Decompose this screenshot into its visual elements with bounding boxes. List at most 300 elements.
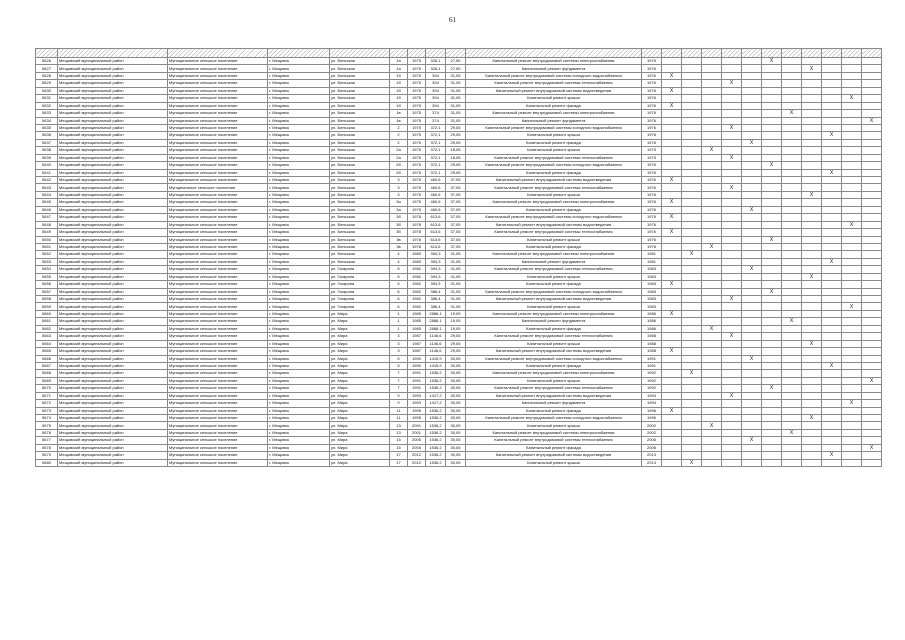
mark-cell <box>822 58 842 65</box>
town-cell: г. Мещовск <box>268 310 330 317</box>
row-number: 5636 <box>36 132 58 139</box>
mark-cell <box>842 117 862 124</box>
house-cell: 7 <box>390 370 408 377</box>
mark-cell <box>762 281 782 288</box>
mark-cell <box>862 415 882 422</box>
mark-cell <box>722 459 742 466</box>
work-type-cell: Капитальный ремонт фундамента <box>466 400 642 407</box>
mark-cell <box>822 266 842 273</box>
plan-year-cell: 1976 <box>642 124 662 131</box>
mark-cell <box>822 65 842 72</box>
mark-cell <box>702 132 722 139</box>
mark-cell <box>722 162 742 169</box>
mark-cell: X <box>802 273 822 280</box>
mark-cell <box>862 407 882 414</box>
district-cell: Мещовский муниципальный район <box>58 87 168 94</box>
area-cell: 460,6 <box>426 206 446 213</box>
build-year-cell: 1975 <box>408 132 426 139</box>
mark-cell <box>802 72 822 79</box>
wear-cell: 19,05 <box>446 325 466 332</box>
mark-cell <box>822 147 842 154</box>
mark-cell <box>702 177 722 184</box>
mark-cell <box>722 87 742 94</box>
wear-cell: 31,05 <box>446 288 466 295</box>
mark-cell <box>802 214 822 221</box>
table-row <box>36 236 882 243</box>
settlement-cell: Муниципальное сельское поселение <box>168 214 268 221</box>
street-cell: ул. Мира <box>330 377 390 384</box>
work-type-cell: Капитальный ремонт внутридомовой системы электроснабжения <box>466 310 642 317</box>
mark-cell <box>662 58 682 65</box>
mark-cell <box>762 362 782 369</box>
mark-cell <box>722 444 742 451</box>
mark-cell <box>802 132 822 139</box>
table-row <box>36 303 882 310</box>
mark-cell <box>842 296 862 303</box>
mark-cell <box>722 72 742 79</box>
mark-cell <box>762 243 782 250</box>
mark-cell <box>702 459 722 466</box>
table-header <box>36 49 882 58</box>
mark-cell <box>742 325 762 332</box>
wear-cell: 30,05 <box>446 444 466 451</box>
town-cell: г. Мещовск <box>268 362 330 369</box>
mark-cell <box>822 310 842 317</box>
work-type-cell: Капитальный ремонт внутридомовой системы холодного водоснабжения <box>466 214 642 221</box>
row-number: 5658 <box>36 296 58 303</box>
build-year-cell: 2001 <box>408 422 426 429</box>
settlement-cell: Муниципальное сельское поселение <box>168 415 268 422</box>
mark-cell <box>842 318 862 325</box>
build-year-cell: 1982 <box>408 303 426 310</box>
mark-cell <box>802 251 822 258</box>
mark-cell <box>822 251 842 258</box>
settlement-cell: Муниципальное сельское поселение <box>168 266 268 273</box>
settlement-cell: Муниципальное сельское поселение <box>168 236 268 243</box>
mark-cell <box>822 87 842 94</box>
mark-cell <box>802 154 822 161</box>
plan-year-cell: 1976 <box>642 199 662 206</box>
wear-cell: 30,05 <box>446 422 466 429</box>
mark-cell <box>742 288 762 295</box>
town-cell: г. Мещовск <box>268 370 330 377</box>
settlement-cell: Муниципальное сельское поселение <box>168 80 268 87</box>
build-year-cell: 1978 <box>408 214 426 221</box>
mark-cell <box>862 65 882 72</box>
plan-year-cell: 1988 <box>642 348 662 355</box>
plan-year-cell: 1976 <box>642 58 662 65</box>
mark-cell <box>862 177 882 184</box>
settlement-cell: Муниципальное сельское поселение <box>168 385 268 392</box>
plan-year-cell: 1988 <box>642 333 662 340</box>
mark-cell <box>862 199 882 206</box>
mark-cell <box>762 191 782 198</box>
mark-cell <box>682 65 702 72</box>
town-cell: г. Мещовск <box>268 400 330 407</box>
mark-cell <box>662 444 682 451</box>
area-cell: 613,6 <box>426 236 446 243</box>
street-cell: ул. Бельская <box>330 221 390 228</box>
wear-cell: 37,05 <box>446 221 466 228</box>
mark-cell <box>682 296 702 303</box>
mark-cell <box>682 221 702 228</box>
work-type-cell: Капитальный ремонт внутридомовой системы теплоснабжения <box>466 80 642 87</box>
table-row <box>36 95 882 102</box>
town-cell: г. Мещовск <box>268 444 330 451</box>
street-cell: ул. Бельская <box>330 132 390 139</box>
mark-cell <box>722 214 742 221</box>
mark-cell <box>662 325 682 332</box>
mark-cell <box>702 251 722 258</box>
mark-cell <box>702 377 722 384</box>
table-row <box>36 184 882 191</box>
mark-cell <box>762 377 782 384</box>
mark-cell <box>842 333 862 340</box>
table-row <box>36 154 882 161</box>
plan-year-cell: 1976 <box>642 65 662 72</box>
mark-cell <box>782 243 802 250</box>
mark-cell <box>742 221 762 228</box>
mark-cell <box>842 72 862 79</box>
wear-cell: 19,05 <box>446 318 466 325</box>
work-type-cell: Капитальный ремонт фасада <box>466 139 642 146</box>
table-row <box>36 325 882 332</box>
mark-cell <box>702 296 722 303</box>
street-cell: ул. Бельская <box>330 229 390 236</box>
town-cell: г. Мещовск <box>268 199 330 206</box>
mark-cell <box>702 154 722 161</box>
mark-cell <box>722 437 742 444</box>
mark-cell: X <box>702 325 722 332</box>
mark-cell <box>782 229 802 236</box>
plan-year-cell: 2006 <box>642 437 662 444</box>
town-cell: г. Мещовск <box>268 236 330 243</box>
work-type-cell: Капитальный ремонт внутридомовой системы холодного водоснабжения <box>466 355 642 362</box>
mark-cell <box>802 355 822 362</box>
mark-cell <box>842 325 862 332</box>
mark-cell <box>862 132 882 139</box>
table-row <box>36 452 882 459</box>
area-cell: 1536,2 <box>426 429 446 436</box>
mark-cell <box>702 95 722 102</box>
mark-cell <box>702 110 722 117</box>
mark-cell <box>682 132 702 139</box>
mark-cell <box>862 370 882 377</box>
work-type-cell: Капитальный ремонт крыши <box>466 303 642 310</box>
mark-cell <box>682 385 702 392</box>
mark-cell: X <box>762 236 782 243</box>
mark-cell <box>742 87 762 94</box>
mark-cell <box>782 169 802 176</box>
area-cell: 1417,2 <box>426 400 446 407</box>
row-number: 5628 <box>36 72 58 79</box>
mark-cell <box>702 124 722 131</box>
table-row <box>36 281 882 288</box>
build-year-cell: 1975 <box>408 162 426 169</box>
mark-cell: X <box>842 400 862 407</box>
settlement-cell: Муниципальное сельское поселение <box>168 452 268 459</box>
district-cell: Мещовский муниципальный район <box>58 199 168 206</box>
mark-cell: X <box>722 124 742 131</box>
mark-cell <box>802 310 822 317</box>
mark-cell <box>802 162 822 169</box>
mark-cell <box>702 303 722 310</box>
mark-cell <box>842 110 862 117</box>
street-cell: ул. Бельская <box>330 191 390 198</box>
build-year-cell: 1975 <box>408 117 426 124</box>
area-cell: 372,1 <box>426 124 446 131</box>
build-year-cell: 1982 <box>408 281 426 288</box>
build-year-cell: 1975 <box>408 169 426 176</box>
settlement-cell: Муниципальное сельское поселение <box>168 221 268 228</box>
district-cell: Мещовский муниципальный район <box>58 362 168 369</box>
plan-year-cell: 1996 <box>642 415 662 422</box>
mark-cell: X <box>702 243 722 250</box>
mark-cell <box>862 124 882 131</box>
settlement-cell: Муниципальное сельское поселение <box>168 325 268 332</box>
plan-year-cell: 1976 <box>642 72 662 79</box>
mark-cell <box>762 147 782 154</box>
mark-cell <box>782 392 802 399</box>
mark-cell: X <box>662 87 682 94</box>
settlement-cell: Муниципальное сельское поселение <box>168 400 268 407</box>
row-number: 5665 <box>36 348 58 355</box>
mark-cell <box>702 258 722 265</box>
table-row <box>36 273 882 280</box>
mark-cell <box>822 236 842 243</box>
build-year-cell: 1975 <box>408 191 426 198</box>
mark-cell <box>702 400 722 407</box>
mark-cell: X <box>742 355 762 362</box>
settlement-cell: Муниципальное сельское поселение <box>168 303 268 310</box>
work-type-cell: Капитальный ремонт фундамента <box>466 117 642 124</box>
mark-cell <box>742 124 762 131</box>
area-cell: 386,4 <box>426 296 446 303</box>
town-cell: г. Мещовск <box>268 177 330 184</box>
mark-cell: X <box>842 303 862 310</box>
settlement-cell: Муниципальное сельское поселение <box>168 258 268 265</box>
mark-cell <box>742 110 762 117</box>
plan-year-cell: 1976 <box>642 132 662 139</box>
mark-cell <box>742 102 762 109</box>
district-cell: Мещовский муниципальный район <box>58 429 168 436</box>
mark-cell <box>782 288 802 295</box>
mark-cell <box>682 102 702 109</box>
settlement-cell: Муниципальное сельское поселение <box>168 124 268 131</box>
mark-cell <box>702 266 722 273</box>
street-cell: ул. Мира <box>330 422 390 429</box>
mark-cell <box>722 65 742 72</box>
work-type-cell: Капитальный ремонт внутридомовой системы холодного водоснабжения <box>466 162 642 169</box>
mark-cell <box>702 58 722 65</box>
house-cell: 2б <box>390 162 408 169</box>
mark-cell <box>702 340 722 347</box>
street-cell: ул. Мира <box>330 392 390 399</box>
mark-cell <box>742 296 762 303</box>
row-number: 5643 <box>36 184 58 191</box>
street-cell: ул. Мира <box>330 444 390 451</box>
mark-cell <box>802 110 822 117</box>
mark-cell <box>702 273 722 280</box>
settlement-cell: Муниципальное сельское поселение <box>168 348 268 355</box>
street-cell: ул. Бельская <box>330 214 390 221</box>
mark-cell <box>862 236 882 243</box>
district-cell: Мещовский муниципальный район <box>58 214 168 221</box>
district-cell: Мещовский муниципальный район <box>58 58 168 65</box>
mark-cell <box>702 429 722 436</box>
plan-year-cell: 1991 <box>642 362 662 369</box>
table-row <box>36 318 882 325</box>
table-row <box>36 206 882 213</box>
mark-cell <box>842 370 862 377</box>
town-cell: г. Мещовск <box>268 407 330 414</box>
mark-cell <box>662 362 682 369</box>
mark-cell <box>822 110 842 117</box>
house-cell: 2 <box>390 139 408 146</box>
town-cell: г. Мещовск <box>268 273 330 280</box>
mark-cell <box>782 87 802 94</box>
area-cell: 460,6 <box>426 199 446 206</box>
build-year-cell: 1978 <box>408 221 426 228</box>
table-row <box>36 400 882 407</box>
mark-cell <box>802 288 822 295</box>
mark-cell <box>682 437 702 444</box>
build-year-cell: 1987 <box>408 333 426 340</box>
mark-cell <box>702 452 722 459</box>
mark-cell <box>722 147 742 154</box>
house-cell: 3а <box>390 206 408 213</box>
mark-cell <box>822 296 842 303</box>
mark-cell <box>782 444 802 451</box>
mark-cell <box>722 325 742 332</box>
mark-cell <box>862 162 882 169</box>
mark-cell <box>842 429 862 436</box>
district-cell: Мещовский муниципальный район <box>58 169 168 176</box>
mark-cell <box>682 415 702 422</box>
mark-cell <box>802 229 822 236</box>
settlement-cell: Муниципальное сельское поселение <box>168 132 268 139</box>
settlement-cell: Муниципальное сельское поселение <box>168 169 268 176</box>
mark-cell: X <box>662 229 682 236</box>
plan-year-cell: 1986 <box>642 310 662 317</box>
settlement-cell: Муниципальное сельское поселение <box>168 65 268 72</box>
house-cell: 3 <box>390 191 408 198</box>
mark-cell <box>662 139 682 146</box>
mark-cell <box>682 400 702 407</box>
row-number: 5668 <box>36 370 58 377</box>
street-cell: ул. Мира <box>330 437 390 444</box>
mark-cell <box>722 422 742 429</box>
mark-cell <box>742 58 762 65</box>
area-cell: 1536,2 <box>426 422 446 429</box>
plan-year-cell: 1976 <box>642 236 662 243</box>
district-cell: Мещовский муниципальный район <box>58 154 168 161</box>
plan-year-cell: 2013 <box>642 459 662 466</box>
mark-cell <box>822 243 842 250</box>
row-number: 5640 <box>36 162 58 169</box>
mark-cell <box>682 191 702 198</box>
mark-cell <box>742 459 762 466</box>
build-year-cell: 1990 <box>408 362 426 369</box>
district-cell: Мещовский муниципальный район <box>58 340 168 347</box>
wear-cell: 31,05 <box>446 117 466 124</box>
build-year-cell: 1975 <box>408 87 426 94</box>
mark-cell <box>822 95 842 102</box>
mark-cell <box>742 236 762 243</box>
row-number: 5657 <box>36 288 58 295</box>
mark-cell <box>762 459 782 466</box>
mark-cell: X <box>682 251 702 258</box>
wear-cell: 30,05 <box>446 400 466 407</box>
mark-cell <box>722 415 742 422</box>
mark-cell <box>782 72 802 79</box>
mark-cell <box>702 80 722 87</box>
area-cell: 1536,2 <box>426 437 446 444</box>
work-type-cell: Капитальный ремонт внутридомовой системы водоотведения <box>466 221 642 228</box>
mark-cell <box>782 95 802 102</box>
mark-cell <box>822 139 842 146</box>
mark-cell <box>802 221 822 228</box>
mark-cell <box>842 87 862 94</box>
mark-cell <box>782 422 802 429</box>
town-cell: г. Мещовск <box>268 340 330 347</box>
mark-cell <box>782 362 802 369</box>
mark-cell <box>862 184 882 191</box>
mark-cell: X <box>662 310 682 317</box>
house-cell: 4 <box>390 251 408 258</box>
house-cell: 6 <box>390 288 408 295</box>
mark-cell <box>662 162 682 169</box>
mark-cell <box>662 459 682 466</box>
area-cell: 394 <box>426 80 446 87</box>
wear-cell: 30,05 <box>446 437 466 444</box>
mark-cell <box>842 154 862 161</box>
mark-cell <box>862 214 882 221</box>
build-year-cell: 1975 <box>408 65 426 72</box>
mark-cell <box>862 154 882 161</box>
wear-cell: 31,05 <box>446 258 466 265</box>
settlement-cell: Муниципальное сельское поселение <box>168 87 268 94</box>
street-cell: ул. Бельская <box>330 95 390 102</box>
mark-cell <box>662 303 682 310</box>
work-type-cell: Капитальный ремонт внутридомовой системы электроснабжения <box>466 370 642 377</box>
table-row <box>36 199 882 206</box>
wear-cell: 37,05 <box>446 243 466 250</box>
row-number: 5647 <box>36 214 58 221</box>
mark-cell <box>722 288 742 295</box>
plan-year-cell: 1976 <box>642 95 662 102</box>
mark-cell <box>762 392 782 399</box>
table-row <box>36 80 882 87</box>
mark-cell <box>782 415 802 422</box>
street-cell: ул. Бельская <box>330 110 390 117</box>
mark-cell <box>842 58 862 65</box>
row-number: 5660 <box>36 310 58 317</box>
street-cell: ул. Бельская <box>330 206 390 213</box>
town-cell: г. Мещовск <box>268 80 330 87</box>
mark-cell <box>722 132 742 139</box>
plan-year-cell: 1981 <box>642 251 662 258</box>
wear-cell: 30,05 <box>446 392 466 399</box>
district-cell: Мещовский муниципальный район <box>58 437 168 444</box>
mark-cell <box>742 362 762 369</box>
mark-cell <box>742 318 762 325</box>
wear-cell: 30,05 <box>446 452 466 459</box>
area-cell: 372,1 <box>426 154 446 161</box>
work-type-cell: Капитальный ремонт внутридомовой системы холодного водоснабжения <box>466 415 642 422</box>
house-cell: 17 <box>390 459 408 466</box>
mark-cell <box>702 407 722 414</box>
